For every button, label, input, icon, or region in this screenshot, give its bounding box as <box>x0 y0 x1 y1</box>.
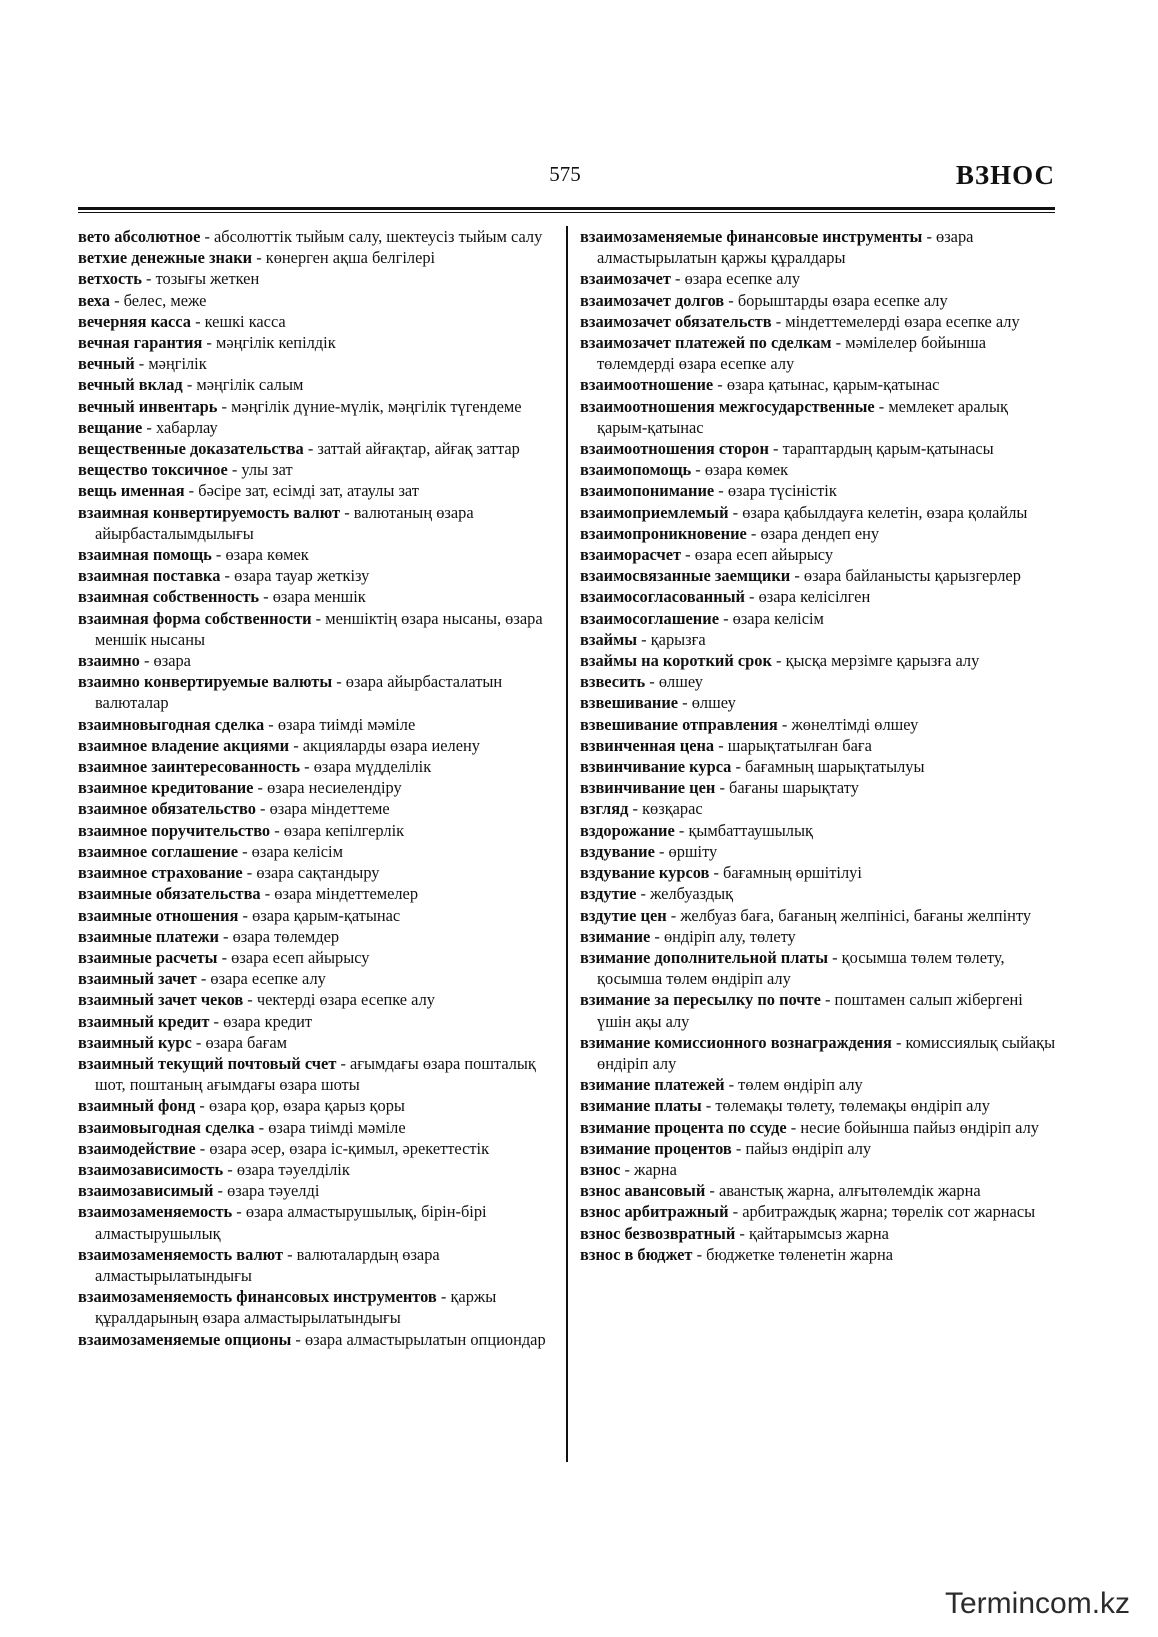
entry-definition: кешкі касса <box>204 311 286 331</box>
entry-definition: өзара алмастырылатын опциондар <box>304 1329 546 1349</box>
entry-definition: заттай айғақтар, айғақ заттар <box>317 439 520 459</box>
entry-definition: улы зат <box>241 460 293 480</box>
dictionary-entry: взаимный текущий почтовый счет - ағымдағы өзара пошталық шот, поштаның ағымдағы өзара шоты <box>78 1053 536 1095</box>
entry-term: взаиморасчет <box>580 545 682 565</box>
entry-term: взаимное обязательство <box>78 799 256 819</box>
entry-definition: хабарлау <box>155 417 218 437</box>
dictionary-entry: взаимозаменяемые финансовые инструменты - өзара алмастырылатын қаржы құралдары <box>580 227 974 268</box>
entry-term: взаимопроникновение <box>580 523 747 543</box>
dictionary-entry: взнос арбитражный - арбитраждық жарна; төрелік сот жарнасы <box>580 1202 1036 1222</box>
entry-term: взаимный курс <box>78 1032 192 1052</box>
entry-definition: өзара бағам <box>205 1032 287 1052</box>
entry-definition: бәсіре зат, есімді зат, атаулы зат <box>198 481 419 501</box>
dictionary-entry: взаимная конвертируемость валют - валютаның өзара айырбасталымдылығы <box>78 502 474 543</box>
entry-term: вещество токсичное <box>78 460 228 480</box>
entry-definition: көзқарас <box>642 799 703 819</box>
dictionary-entry: взвесить - өлшеу <box>580 672 703 692</box>
entry-term: взаимная собственность <box>78 587 260 607</box>
entry-term: взнос арбитражный <box>580 1202 729 1222</box>
dictionary-entry: взаимновыгодная сделка - өзара тиімді мәміле <box>78 714 416 734</box>
dictionary-entry: вздутие цен - желбуаз баға, бағаның желпінісі, бағаны желпінту <box>580 905 1032 925</box>
dictionary-entry: взаимоотношения межгосударственные - мемлекет аралық қарым-қатынас <box>580 396 1008 437</box>
dictionary-entry: взимание за пересылку по почте - поштамен салып жібергені үшін ақы алу <box>580 990 1023 1031</box>
dictionary-entry: взвинчивание курса - бағамның шарықтатылуы <box>580 757 925 777</box>
entry-term: взгляд <box>580 799 629 819</box>
entry-definition: өзара тәуелділік <box>236 1159 350 1179</box>
entry-definition: өзара келісім <box>251 841 343 861</box>
entry-term: взаимозаменяемость финансовых инструментов <box>78 1287 437 1307</box>
entry-term: взаимосоглашение <box>580 608 719 628</box>
entry-definition: жарна <box>634 1159 677 1179</box>
dictionary-entry: взаимные обязательства - өзара міндеттемелер <box>78 884 419 904</box>
dictionary-entry: взаимозачет долгов - борыштарды өзара есепке алу <box>580 290 948 310</box>
dictionary-entry: вещь именная - бәсіре зат, есімді зат, атаулы зат <box>78 481 419 501</box>
dictionary-entry: вздувание - өршіту <box>580 841 718 861</box>
entry-definition: төлемақы төлету, төлемақы өндіріп алу <box>715 1096 990 1116</box>
entry-definition: бағаны шарықтату <box>729 778 859 798</box>
entry-definition: несие бойынша пайыз өндіріп алу <box>800 1117 1039 1137</box>
dictionary-entry: взаимозаменяемые опционы - өзара алмастырылатын опциондар <box>78 1329 546 1349</box>
entry-definition: өзара тиімді мәміле <box>268 1117 406 1137</box>
dictionary-entry: взаимозачет обязательств - міндеттемелерді өзара есепке алу <box>580 311 1020 331</box>
entry-term: взвинчивание курса <box>580 757 732 777</box>
entry-definition: тозығы жеткен <box>155 269 260 289</box>
entry-definition: өзара қор, өзара қарыз қоры <box>208 1096 405 1116</box>
entry-definition: қымбаттаушылық <box>688 820 813 840</box>
entry-term: взаимные обязательства <box>78 884 261 904</box>
entry-definition: өзара кепілгерлік <box>283 820 405 840</box>
entry-definition: мәңгілік салым <box>196 375 304 395</box>
entry-definition: мәмілелер бойынша төлемдерді өзара есепке алу <box>597 333 986 374</box>
entry-definition: шарықтатылған баға <box>727 735 872 755</box>
entry-term: вздутие <box>580 884 637 904</box>
entry-term: взаимозаменяемость валют <box>78 1244 284 1264</box>
page-number: 575 <box>549 162 581 186</box>
entry-definition: өзара тиімді мәміле <box>277 714 416 734</box>
entry-term: вздорожание <box>580 820 675 840</box>
dictionary-entry: взаимозаменяемость валют - валюталардың өзара алмастырылатындығы <box>78 1244 440 1285</box>
entry-definition: қосымша төлем төлету, қосымша төлем өндіріп алу <box>597 947 1005 989</box>
entry-term: взаимозачет обязательств <box>580 311 772 331</box>
entry-term: вечный <box>78 354 135 374</box>
entry-term: взаимозаменяемые опционы <box>78 1329 292 1349</box>
entry-term: вечный вклад <box>78 375 183 395</box>
dictionary-entry: взаимозаменяемость финансовых инструментов - қаржы құралдарының өзара алмастырылатындығы <box>78 1287 497 1328</box>
entry-term: взимание платежей <box>580 1075 725 1095</box>
entry-term: взаимосогласованный <box>580 587 745 607</box>
entry-term: взаимная помощь <box>78 545 212 565</box>
entry-definition: өзара сақтандыру <box>256 863 380 883</box>
entry-definition: өршіту <box>668 841 718 861</box>
entry-definition: аванстық жарна, алғытөлемдік жарна <box>718 1181 981 1201</box>
dictionary-entry: взаимосоглашение - өзара келісім <box>580 608 824 628</box>
entry-definition: өзара есепке алу <box>210 969 326 989</box>
entry-definition: өзара тауар жеткізу <box>234 566 370 586</box>
entry-term: взаимозависимый <box>78 1181 214 1201</box>
entry-definition: қарызға <box>650 629 706 649</box>
dictionary-entry: взаимозависимый - өзара тәуелді <box>78 1181 320 1201</box>
dictionary-entry: взаимные платежи - өзара төлемдер <box>78 926 340 946</box>
entry-term: взнос безвозвратный <box>580 1223 736 1243</box>
entry-term: взвинченная цена <box>580 735 715 755</box>
dictionary-entry: взаимопроникновение - өзара дендеп ену <box>580 523 880 543</box>
entry-definition: ағымдағы өзара пошталық шот, поштаның ағымдағы өзара шоты <box>95 1053 536 1095</box>
entry-definition: көнерген ақша белгілері <box>265 248 436 268</box>
dictionary-entry: взаимопомощь - өзара көмек <box>580 460 789 480</box>
dictionary-entry: взаимодействие - өзара әсер, өзара іс-қимыл, әрекеттестік <box>78 1138 490 1158</box>
dictionary-entry: взаимная собственность - өзара меншік <box>78 587 366 607</box>
entry-term: веха <box>78 290 110 310</box>
dictionary-entry: взаимоприемлемый - өзара қабылдауға келетін, өзара қолайлы <box>580 502 1028 522</box>
entry-term: вечный инвентарь <box>78 396 218 416</box>
entry-term: взаимозависимость <box>78 1159 224 1179</box>
entry-definition: өзара төлемдер <box>232 926 340 946</box>
entry-term: взаимоотношения межгосударственные <box>580 396 875 416</box>
entry-definition: валюталардың өзара алмастырылатындығы <box>95 1244 440 1285</box>
entry-term: взаимное владение акциями <box>78 735 290 755</box>
dictionary-entry: взаимное владение акциями - акцияларды өзара иелену <box>78 735 480 755</box>
entry-definition: бюджетке төленетін жарна <box>706 1244 893 1264</box>
entry-definition: өлшеу <box>691 693 736 713</box>
running-head: ВЗНОС <box>955 160 1055 190</box>
entry-definition: желбуаздық <box>650 884 734 904</box>
entry-term: взимание комиссионного вознаграждения <box>580 1032 892 1052</box>
entry-definition: өзара келісім <box>732 608 824 628</box>
entry-term: взвесить <box>580 672 646 692</box>
entry-definition: мәңгілік <box>148 354 207 374</box>
entry-definition: өзара міндеттемелер <box>274 884 419 904</box>
entry-definition: өзара қабылдауға келетін, өзара қолайлы <box>742 502 1028 522</box>
entry-term: взаимозаменяемые финансовые инструменты <box>580 227 923 246</box>
entry-definition: меншіктің өзара нысаны, өзара меншік нысаны <box>95 608 543 649</box>
dictionary-entry: вещество токсичное - улы зат <box>78 460 293 480</box>
entry-definition: өзара қатынас, қарым-қатынас <box>726 375 940 395</box>
dictionary-entry: ветхие денежные знаки - көнерген ақша белгілері <box>78 248 436 268</box>
entry-term: взаимная поставка <box>78 566 221 586</box>
entry-term: взаимозачет <box>580 269 671 289</box>
entry-definition: поштамен салып жібергені үшін ақы алу <box>597 990 1023 1031</box>
dictionary-entry: взаимно - өзара <box>78 651 191 671</box>
entry-term: взаимный фонд <box>78 1096 196 1116</box>
entry-definition: өндіріп алу, төлету <box>663 926 796 946</box>
dictionary-entry: взаимоотношения сторон - тараптардың қарым-қатынасы <box>580 439 994 459</box>
dictionary-entry: вечная гарантия - мәңгілік кепілдік <box>78 333 336 353</box>
entry-term: вещественные доказательства <box>78 439 304 459</box>
dictionary-entry: взаимные отношения - өзара қарым-қатынас <box>78 905 401 925</box>
entry-term: взимание за пересылку по почте <box>580 990 821 1010</box>
dictionary-entry: взаимные расчеты - өзара есеп айырысу <box>78 947 370 967</box>
entry-term: взаимное соглашение <box>78 841 239 861</box>
entry-term: взаимозаменяемость <box>78 1202 233 1222</box>
entry-definition: өзара дендеп ену <box>760 523 880 543</box>
dictionary-entry: взаимная форма собственности - меншіктің өзара нысаны, өзара меншік нысаны <box>78 608 543 649</box>
entry-term: вечерняя касса <box>78 311 191 331</box>
entry-term: взаимная форма собственности <box>78 608 312 628</box>
dictionary-entry: взаимопонимание - өзара түсіністік <box>580 481 837 501</box>
dictionary-entry: взвешивание отправления - жөнелтімді өлшеу <box>580 714 919 734</box>
dictionary-entry: взаимный кредит - өзара кредит <box>78 1011 313 1031</box>
entry-term: взаимоотношение <box>580 375 714 395</box>
entry-definition: бағамның шарықтатылуы <box>745 757 925 777</box>
dictionary-entry: взгляд - көзқарас <box>580 799 703 819</box>
dictionary-entry: взаимное поручительство - өзара кепілгерлік <box>78 820 405 840</box>
entry-term: взаимный зачет чеков <box>78 990 244 1010</box>
entry-definition: желбуаз баға, бағаның желпінісі, бағаны желпінту <box>680 905 1032 925</box>
entry-definition: өзара байланысты қарызгерлер <box>803 566 1021 586</box>
dictionary-entry: взвинченная цена - шарықтатылған баға <box>580 735 872 755</box>
entry-term: взаимовыгодная сделка <box>78 1117 255 1137</box>
entry-term: взаимные расчеты <box>78 947 218 967</box>
entry-definition: арбитраждық жарна; төрелік сот жарнасы <box>742 1202 1036 1222</box>
dictionary-entry: взаимный зачет - өзара есепке алу <box>78 969 326 989</box>
dictionary-entry: взимание комиссионного вознаграждения - комиссиялық сыйақы өндіріп алу <box>580 1032 1056 1073</box>
entry-term: взаимные платежи <box>78 926 219 946</box>
entry-definition: өлшеу <box>658 672 703 692</box>
dictionary-entry: взаимно конвертируемые валюты - өзара айырбасталатын валюталар <box>78 672 503 713</box>
entry-term: вещь именная <box>78 481 185 501</box>
dictionary-entry: вздувание курсов - бағамның өршітілуі <box>580 863 862 883</box>
dictionary-entry: взаиморасчет - өзара есеп айырысу <box>580 545 834 565</box>
entry-definition: борыштарды өзара есепке алу <box>737 290 948 310</box>
dictionary-entry: взнос в бюджет - бюджетке төленетін жарна <box>580 1244 893 1264</box>
dictionary-entry: вещественные доказательства - заттай айғақтар, айғақ заттар <box>78 439 520 459</box>
header-rule-thin <box>78 212 1055 213</box>
entry-definition: жөнелтімді өлшеу <box>791 714 919 734</box>
dictionary-entry: взаимозависимость - өзара тәуелділік <box>78 1159 350 1179</box>
entry-term: взаимоприемлемый <box>580 502 729 522</box>
watermark-logo: Termincom.kz <box>945 1587 1131 1620</box>
dictionary-entry: взимание платежей - төлем өндіріп алу <box>580 1075 863 1095</box>
entry-term: взаимное кредитование <box>78 778 254 798</box>
entry-term: взаимно конвертируемые валюты <box>78 672 333 692</box>
entry-term: ветхость <box>78 269 142 289</box>
dictionary-entry: вето абсолютное - абсолюттік тыйым салу, шектеусіз тыйым салу <box>78 227 543 246</box>
entry-definition: мемлекет аралық қарым-қатынас <box>597 396 1008 437</box>
dictionary-entry: ветхость - тозығы жеткен <box>78 269 260 289</box>
entry-term: взаимный зачет <box>78 969 197 989</box>
entry-definition: қысқа мерзімге қарызға алу <box>785 651 980 671</box>
dictionary-entry: взаймы - қарызға <box>580 629 706 649</box>
entry-definition: мәңгілік кепілдік <box>215 333 336 353</box>
entry-definition: өзара есеп айырысу <box>231 947 370 967</box>
entry-definition: белес, меже <box>123 290 207 310</box>
entry-term: взаимозачет платежей по сделкам <box>580 333 832 353</box>
entry-definition: өзара несиелендіру <box>267 778 402 798</box>
right-column <box>580 226 1058 1265</box>
dictionary-entry: взвинчивание цен - бағаны шарықтату <box>580 778 859 798</box>
entry-definition: өзара алмастырылатын қаржы құралдары <box>597 227 974 268</box>
entry-definition: чектерді өзара есепке алу <box>256 990 435 1010</box>
entry-term: взаимоотношения сторон <box>580 439 769 459</box>
dictionary-entry: взнос безвозвратный - қайтарымсыз жарна <box>580 1223 889 1243</box>
dictionary-entry: взаймы на короткий срок - қысқа мерзімге қарызға алу <box>580 651 980 671</box>
entry-term: взаимосвязанные заемщики <box>580 566 791 586</box>
dictionary-entry: вечный вклад - мәңгілік салым <box>78 375 304 395</box>
entry-definition: акцияларды өзара иелену <box>302 735 480 755</box>
dictionary-entry: взимание дополнительной платы - қосымша төлем төлету, қосымша төлем өндіріп алу <box>580 947 1005 989</box>
dictionary-entry: взаимозачет платежей по сделкам - мәмілелер бойынша төлемдерді өзара есепке алу <box>580 333 986 374</box>
dictionary-entry: взаимосогласованный - өзара келісілген <box>580 587 871 607</box>
entry-term: взаимное поручительство <box>78 820 271 840</box>
entry-definition: өзара әсер, өзара іс-қимыл, әрекеттестік <box>209 1138 490 1158</box>
dictionary-entry: взимание - өндіріп алу, төлету <box>580 926 796 946</box>
entry-definition: өзара келісілген <box>758 587 871 607</box>
entry-term: взаимное заинтересованность <box>78 757 301 777</box>
entry-term: взвешивание <box>580 693 679 713</box>
entry-definition: валютаның өзара айырбасталымдылығы <box>95 502 474 543</box>
entry-term: взимание <box>580 926 651 946</box>
entry-definition: өзара есеп айырысу <box>694 545 834 565</box>
entry-definition: өзара тәуелді <box>227 1181 320 1201</box>
dictionary-entry: взаимозаменяемость - өзара алмастырушылық, бірін-бірі алмастырушылық <box>78 1202 487 1243</box>
entry-term: вещание <box>78 417 143 437</box>
entry-term: взаимновыгодная сделка <box>78 714 265 734</box>
entry-definition: өзара түсіністік <box>727 481 837 501</box>
entry-term: взаимозачет долгов <box>580 290 725 310</box>
dictionary-entry: взнос авансовый - аванстық жарна, алғытөлемдік жарна <box>580 1181 981 1201</box>
entry-definition: өзара міндеттеме <box>269 799 390 819</box>
entry-term: взвешивание отправления <box>580 714 778 734</box>
dictionary-entry: вечерняя касса - кешкі касса <box>78 311 286 331</box>
entry-term: взимание дополнительной платы <box>580 947 829 967</box>
entry-definition: тараптардың қарым-қатынасы <box>782 439 994 459</box>
entry-term: взимание процента по ссуде <box>580 1117 787 1137</box>
entry-term: взаимное страхование <box>78 863 243 883</box>
dictionary-entry: взаимный фонд - өзара қор, өзара қарыз қоры <box>78 1096 405 1116</box>
entry-term: взаимно <box>78 651 140 671</box>
entry-term: взаимный кредит <box>78 1011 210 1031</box>
entry-term: взаимный текущий почтовый счет <box>78 1053 337 1073</box>
dictionary-entry: взаимная поставка - өзара тауар жеткізу <box>78 566 370 586</box>
entry-definition: абсолюттік тыйым салу, шектеусіз тыйым салу <box>214 227 543 246</box>
entry-definition: өзара қарым-қатынас <box>252 905 401 925</box>
entry-term: взнос в бюджет <box>580 1244 693 1264</box>
dictionary-entry: веха - белес, меже <box>78 290 207 310</box>
entry-term: взвинчивание цен <box>580 778 716 798</box>
dictionary-entry: взаимная помощь - өзара көмек <box>78 545 309 565</box>
entry-definition: өзара меншік <box>272 587 366 607</box>
entry-definition: қайтарымсыз жарна <box>748 1223 889 1243</box>
entry-term: взаимопонимание <box>580 481 715 501</box>
entry-definition: өзара мүдделілік <box>313 757 432 777</box>
dictionary-entry: вещание - хабарлау <box>78 417 218 437</box>
entry-term: взаимопомощь <box>580 460 692 480</box>
entry-definition: өзара <box>153 651 191 671</box>
dictionary-entry: вздутие - желбуаздық <box>580 884 734 904</box>
entry-definition: төлем өндіріп алу <box>738 1075 863 1095</box>
dictionary-entry: взимание процентов - пайыз өндіріп алу <box>580 1138 872 1158</box>
dictionary-entry: вздорожание - қымбаттаушылық <box>580 820 813 840</box>
entry-term: взаймы <box>580 629 638 649</box>
entry-term: вздутие цен <box>580 905 667 925</box>
dictionary-entry: вечный инвентарь - мәңгілік дүние-мүлік, мәңгілік түгендеме <box>78 396 522 416</box>
entry-term: взимание процентов <box>580 1138 732 1158</box>
dictionary-entry: взаимозачет - өзара есепке алу <box>580 269 801 289</box>
entry-definition: өзара кредит <box>223 1011 313 1031</box>
entry-term: взаимная конвертируемость валют <box>78 502 341 522</box>
dictionary-entry: взаимосвязанные заемщики - өзара байланысты қарызгерлер <box>580 566 1021 586</box>
dictionary-entry: взимание платы - төлемақы төлету, төлемақы өндіріп алу <box>580 1096 990 1116</box>
dictionary-entry: взаимное соглашение - өзара келісім <box>78 841 343 861</box>
dictionary-entry: взаимное кредитование - өзара несиелендіру <box>78 778 402 798</box>
entry-definition: өзара алмастырушылық, бірін-бірі алмастырушылық <box>95 1202 487 1243</box>
entry-definition: өзара есепке алу <box>684 269 801 289</box>
dictionary-entry: взаимный зачет чеков - чектерді өзара есепке алу <box>78 990 435 1010</box>
entry-definition: мәңгілік дүние-мүлік, мәңгілік түгендеме <box>231 396 522 416</box>
dictionary-entry: взаимовыгодная сделка - өзара тиімді мәміле <box>78 1117 406 1137</box>
dictionary-entry: взаимоотношение - өзара қатынас, қарым-қатынас <box>580 375 940 395</box>
entry-term: взаимодействие <box>78 1138 196 1158</box>
entry-term: взимание платы <box>580 1096 702 1116</box>
entry-term: вечная гарантия <box>78 333 203 353</box>
entry-term: взнос авансовый <box>580 1181 706 1201</box>
dictionary-entry: взаимное обязательство - өзара міндеттеме <box>78 799 390 819</box>
entry-definition: комиссиялық сыйақы өндіріп алу <box>597 1032 1056 1073</box>
dictionary-entry: взаимный курс - өзара бағам <box>78 1032 287 1052</box>
entry-term: вздувание <box>580 841 655 861</box>
dictionary-entry: взаимное страхование - өзара сақтандыру <box>78 863 380 883</box>
entry-term: взаймы на короткий срок <box>580 651 772 671</box>
entry-term: ветхие денежные знаки <box>78 248 253 268</box>
entry-definition: өзара көмек <box>704 460 789 480</box>
dictionary-entry: взимание процента по ссуде - несие бойынша пайыз өндіріп алу <box>580 1117 1039 1137</box>
entry-term: взаимные отношения <box>78 905 239 925</box>
entry-definition: бағамның өршітілуі <box>723 863 862 883</box>
entry-definition: пайыз өндіріп алу <box>745 1138 872 1158</box>
entry-term: вздувание курсов <box>580 863 710 883</box>
column-divider <box>566 226 568 1462</box>
entry-definition: өзара көмек <box>225 545 309 565</box>
dictionary-entry: взаимное заинтересованность - өзара мүдделілік <box>78 757 432 777</box>
entry-term: взнос <box>580 1159 621 1179</box>
entry-definition: міндеттемелерді өзара есепке алу <box>785 311 1020 331</box>
header-rule <box>78 207 1055 210</box>
entry-definition: өзара айырбасталатын валюталар <box>95 672 503 713</box>
dictionary-entry: взвешивание - өлшеу <box>580 693 736 713</box>
dictionary-entry: взнос - жарна <box>580 1159 677 1179</box>
dictionary-entry: вечный - мәңгілік <box>78 354 207 374</box>
left-column <box>78 226 556 1350</box>
entry-term: вето абсолютное <box>78 227 201 246</box>
entry-definition: қаржы құралдарының өзара алмастырылатындығы <box>95 1287 497 1328</box>
